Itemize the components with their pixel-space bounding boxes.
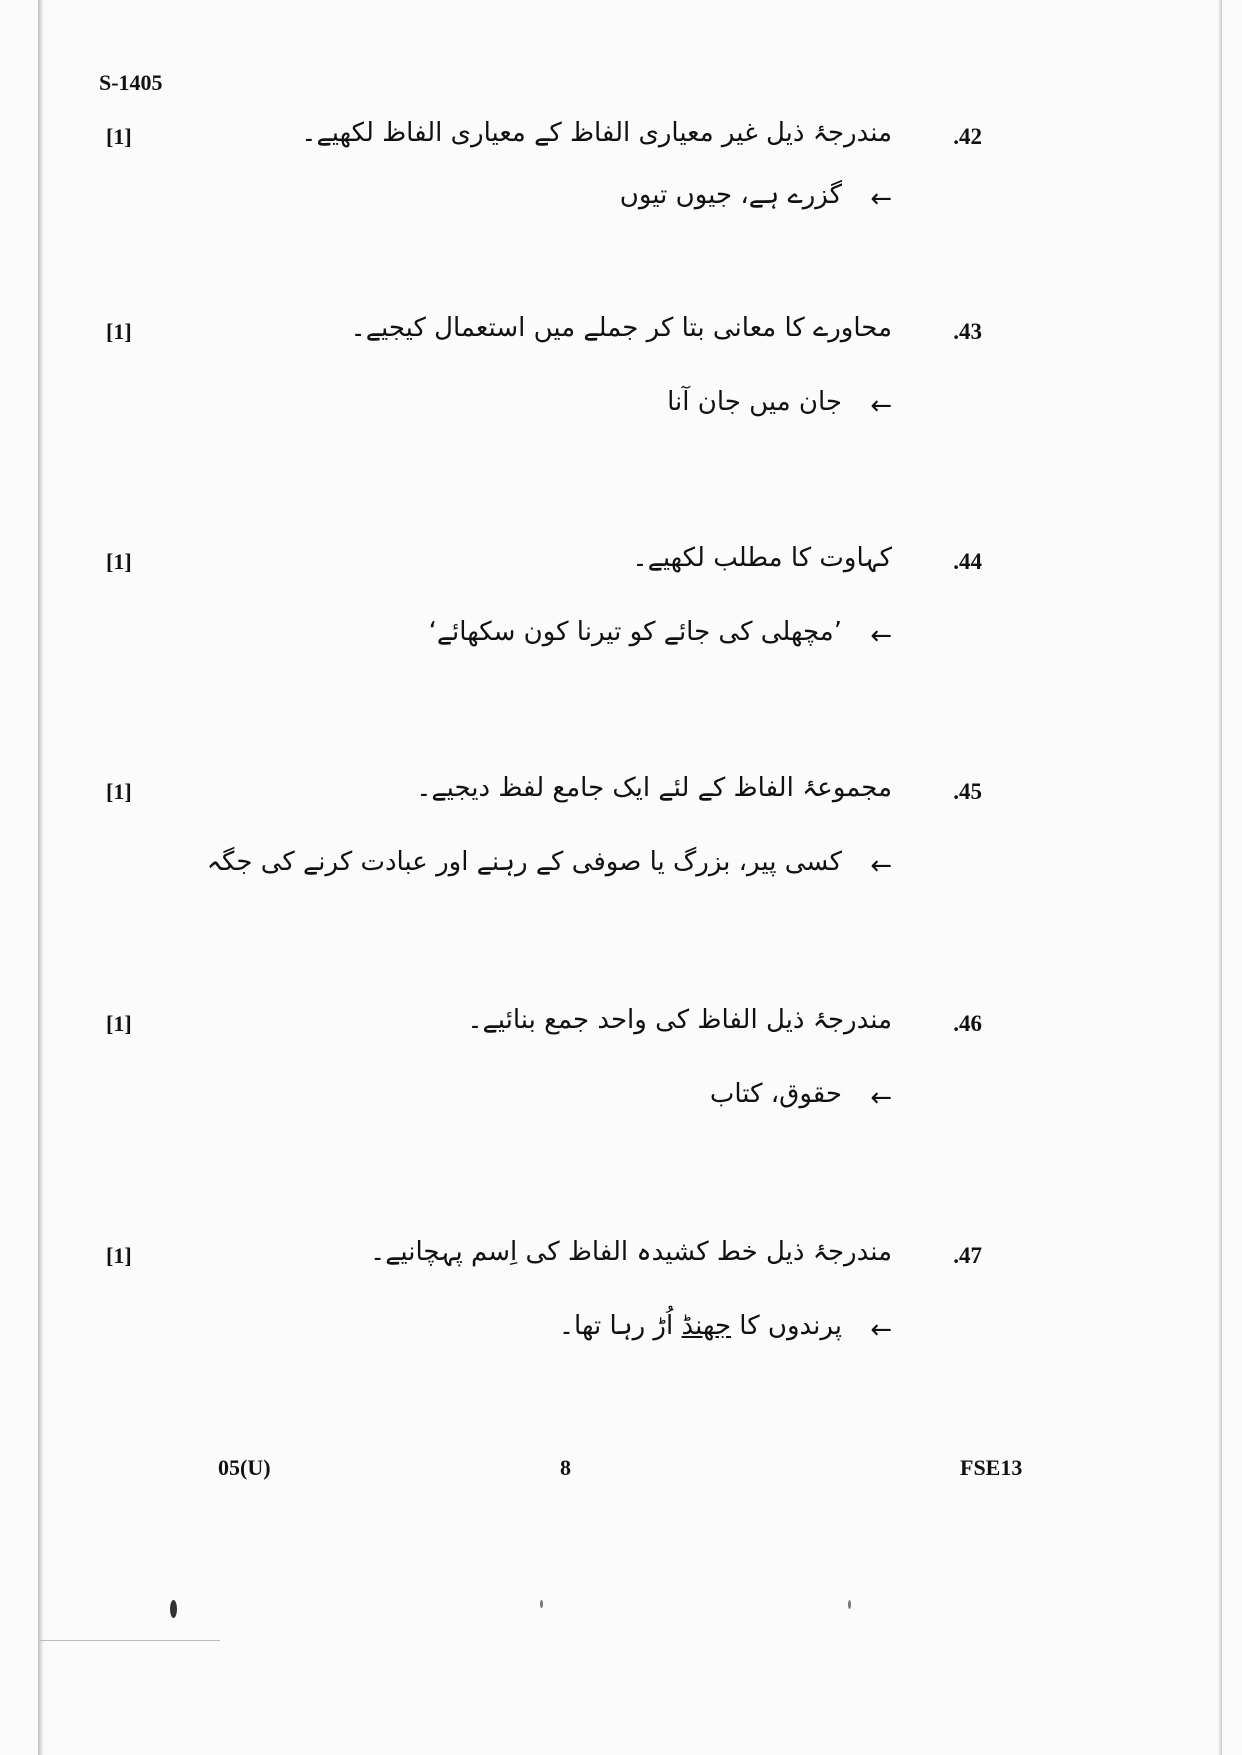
scan-page-edge-left <box>38 0 44 1755</box>
arrow-icon: ← <box>870 851 892 881</box>
answer-text: حقوق، کتاب <box>709 1079 842 1109</box>
question-number: .47 <box>953 1243 982 1268</box>
answer-text <box>559 1311 842 1341</box>
marks: [1] <box>106 124 132 149</box>
question-number: .43 <box>953 319 982 344</box>
question-number: .45 <box>953 779 982 804</box>
marks: [1] <box>106 319 132 344</box>
question-number: .46 <box>953 1011 982 1036</box>
arrow-icon: ← <box>870 1083 892 1113</box>
marks: [1] <box>106 1011 132 1036</box>
question-text: مندرجۂ ذیل غیر معیاری الفاظ کے معیاری الفاظ لکھیے۔ <box>301 118 892 148</box>
answer-text: گزرے ہے، جیوں تیوں <box>619 180 842 210</box>
question-number: .42 <box>953 124 982 149</box>
question-text: مجموعۂ الفاظ کے لئے ایک جامع لفظ دیجیے۔ <box>416 773 892 803</box>
arrow-icon: ← <box>870 621 892 651</box>
scan-speck <box>540 1600 543 1608</box>
page-number: 8 <box>560 1455 571 1480</box>
paper-code: S-1405 <box>99 70 163 95</box>
underlined-word: جھنڈ <box>681 1311 732 1341</box>
answer-text: کسی پیر، بزرگ یا صوفی کے رہنے اور عبادت کرنے کی جگہ <box>206 847 842 877</box>
scan-line <box>40 1640 220 1641</box>
answer-text: ’مچھلی کی جائے کو تیرنا کون سکھائے‘ <box>428 617 842 647</box>
scan-speck <box>848 1600 851 1609</box>
arrow-icon: ← <box>870 1315 892 1345</box>
question-text: کہاوت کا مطلب لکھیے۔ <box>632 543 892 573</box>
answer-text-after: اُڑ رہا تھا۔ <box>558 1311 682 1341</box>
question-number: .44 <box>953 549 982 574</box>
footer-form-code: FSE13 <box>960 1455 1023 1480</box>
arrow-icon: ← <box>870 391 892 421</box>
footer-subject-code: 05(U) <box>218 1455 271 1480</box>
arrow-icon: ← <box>870 184 892 214</box>
marks: [1] <box>106 779 132 804</box>
question-text: محاورے کا معانی بتا کر جملے میں استعمال کیجیے۔ <box>350 313 892 343</box>
answer-text-before: پرندوں کا <box>731 1311 842 1341</box>
question-text: مندرجۂ ذیل خط کشیدہ الفاظ کی اِسم پہچانیے۔ <box>369 1237 892 1267</box>
question-text: مندرجۂ ذیل الفاظ کی واحد جمع بنائیے۔ <box>467 1005 892 1035</box>
answer-text: جان میں جان آنا <box>667 387 842 417</box>
scan-speck <box>170 1600 177 1618</box>
marks: [1] <box>106 1243 132 1268</box>
marks: [1] <box>106 549 132 574</box>
scan-page-edge-right <box>1218 0 1222 1755</box>
